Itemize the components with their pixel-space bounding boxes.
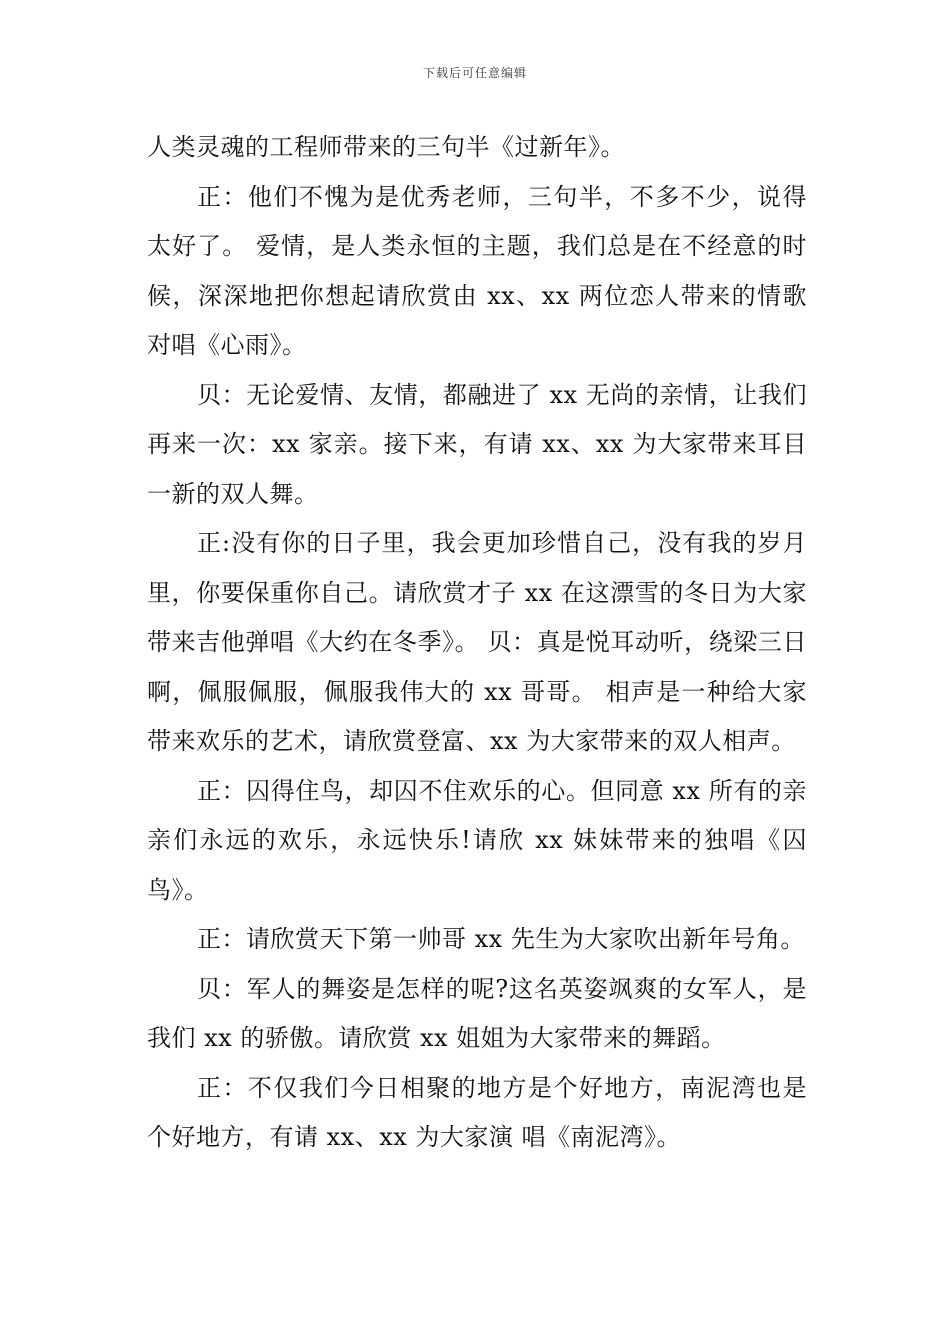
paragraph-4: 正:没有你的日子里，我会更加珍惜自己，没有我的岁月里，你要保重你自己。请欣赏才子 xx 在这漂雪的冬日为大家带来吉他弹唱《大约在冬季》。 贝：真是悦耳动听，绕梁三日啊，佩服佩服，佩服我伟大的 xx 哥哥。 相声是一种给大家带来欢乐的艺术，请欣赏登富、xx 为大家带来的双人相声。	[147, 529, 807, 755]
paragraph-6: 正：请欣赏天下第一帅哥 xx 先生为大家吹出新年号角。	[197, 925, 805, 953]
paragraph-7: 贝：军人的舞姿是怎样的呢?这名英姿飒爽的女军人，是我们 xx 的骄傲。请欣赏 xx 姐姐为大家带来的舞蹈。	[147, 974, 807, 1052]
document-body	[147, 123, 807, 1163]
page-header-note: 下载后可任意编辑	[422, 66, 527, 80]
paragraph-1: 人类灵魂的工程师带来的三句半《过新年》。	[147, 133, 625, 161]
paragraph-2: 正：他们不愧为是优秀老师，三句半，不多不少，说得太好了。 爱情，是人类永恒的主题，我们总是在不经意的时候，深深地把你想起请欣赏由 xx、xx 两位恋人带来的情歌对唱《心雨》。	[147, 182, 807, 359]
paragraph-8: 正：不仅我们今日相聚的地方是个好地方，南泥湾也是个好地方，有请 xx、xx 为大家演 唱《南泥湾》。	[147, 1073, 807, 1151]
paragraph-5: 正：囚得住鸟，却囚不住欢乐的心。但同意 xx 所有的亲亲们永远的欢乐，永远快乐!请欣 xx 妹妹带来的独唱《囚鸟》。	[147, 776, 807, 904]
paragraph-3: 贝：无论爱情、友情，都融进了 xx 无尚的亲情，让我们再来一次：xx 家亲。接下来，有请 xx、xx 为大家带来耳目一新的双人舞。	[147, 380, 807, 508]
